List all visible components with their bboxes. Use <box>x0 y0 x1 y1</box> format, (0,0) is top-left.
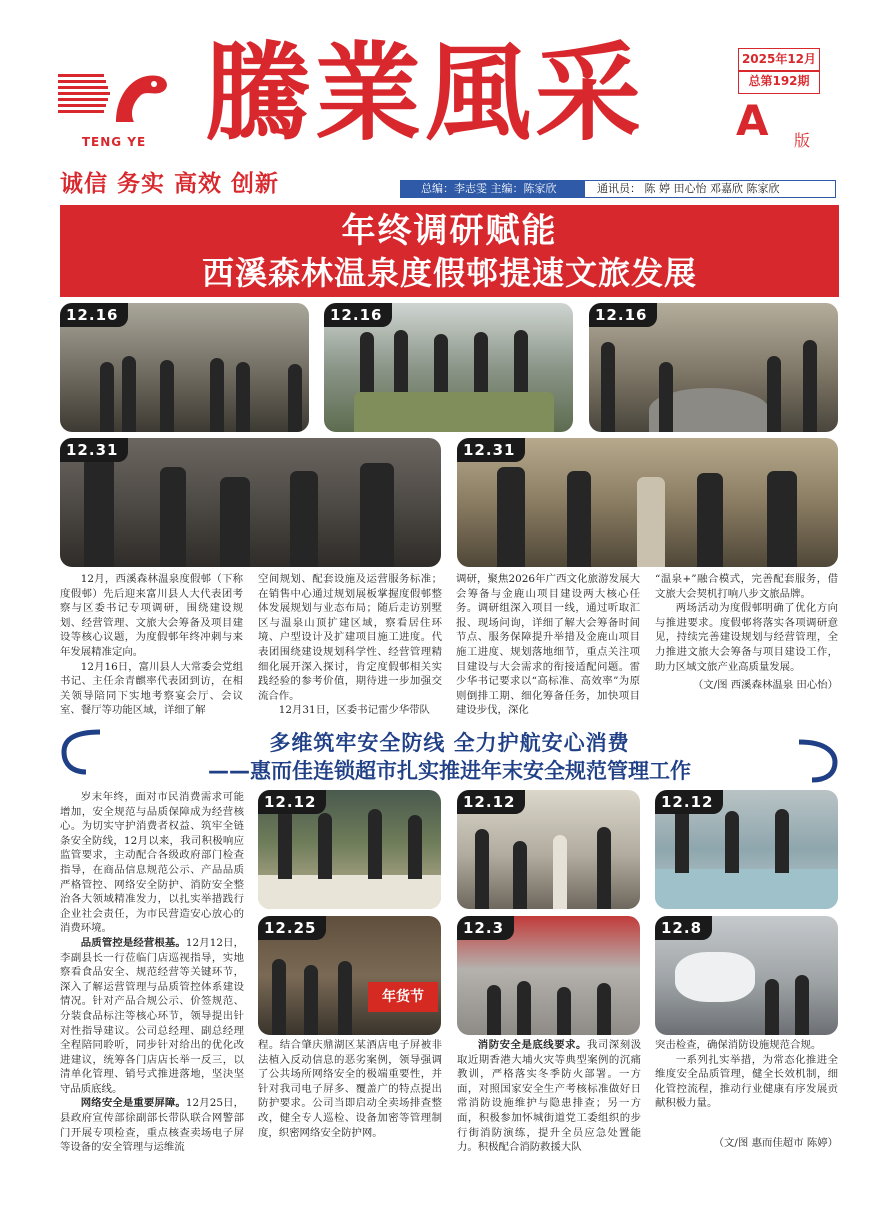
story2-paragraph: 岁末年终，面对市民消费需求可能增加，安全规范与品质保障成为经营核心。为切实守护消费者权益、筑牢全链条安全防线，12月以来，我司积极响应监管要求，主动配合各级政府部门检查指导，在商品信息规范公示、产品品质严格管控、网络安全防护、消防安全整治各大领域精准发力，以扎实举措践行企业社会责任，为市民营造安心放心的消费环境。 <box>60 791 244 935</box>
story2-subhead: 品质管控是经营根基。 <box>80 936 186 949</box>
photo-office-meeting <box>457 790 640 909</box>
photo-date-tag: 12.12 <box>457 790 525 814</box>
headline-line-1: 年终调研赋能 <box>341 211 558 251</box>
reporters-credit: 通讯员： 陈 婷 田心怡 邓嘉欣 陈家欣 <box>597 182 780 195</box>
story1-paragraph: 空间规划、配套设施及运营服务标准；在销售中心通过规划展板掌握度假邨整体发展规划与业态布局；随后走访别墅区与温泉山顶扩建区域，察看居住环境、户型设计及扩建项目施工进度。代表团围绕建设规划科学性、经营管理精细化展开深入探讨，肯定度假邨相关实践经验的参考价值，期待进一步加强交流合作。 <box>258 573 442 702</box>
headline-banner <box>60 205 839 297</box>
tengye-logo <box>58 62 170 134</box>
story1-paragraph: 两场活动为度假邨明确了优化方向与推进要求。度假邨将落实各项调研意见，持续完善建设规划与经营管理，全力推进文旅大会筹备与项目建设工作，助力区域文旅产业高质量发展。 <box>655 602 838 673</box>
photo-date-tag: 12.31 <box>60 438 128 462</box>
staff-bar <box>400 180 836 198</box>
photo-date-tag: 12.3 <box>457 916 514 940</box>
story2-paragraph: 程。结合肇庆鼎湖区某酒店电子屏被非法植入反动信息的恶劣案例，领导强调了公共场所网络安全的极端重要性，并针对我司电子屏多、覆盖广的特点提出防护要求。公司当即启动全卖场排查整改，健全专人巡检、设备加密等管理制度，织密网络安全防护网。 <box>258 1039 442 1139</box>
photo-stone-well <box>589 303 838 432</box>
section-headline-2: ——惠而佳连锁超市扎实推进年末安全规范管理工作 <box>208 759 691 783</box>
story1-paragraph: “温泉+”融合模式，完善配套服务，借文旅大会契机打响八步文旅品牌。 <box>655 573 838 600</box>
photo-date-tag: 12.25 <box>258 916 326 940</box>
logo-text: TENG YE <box>81 135 147 149</box>
story2-column-1 <box>60 790 244 1155</box>
edition-letter: A <box>736 96 769 145</box>
story1-credit: （文/图 西溪森林温泉 田心怡） <box>692 679 838 692</box>
newspaper-title: 騰業風采 <box>205 30 645 155</box>
headline-line-2: 西溪森林温泉度假邨提速文旅发展 <box>201 254 697 292</box>
photo-date-tag: 12.8 <box>655 916 712 940</box>
issue-date: 2025年12月 <box>738 48 820 72</box>
story1-paragraph: 12月，西溪森林温泉度假邨（下称度假邨）先后迎来富川县人大代表团考察与区委书记专项调研，围绕建设规划、经营管理、文旅大会筹备及项目建设等核心议题，为度假邨年终冲刺与来年发展精准定向。 <box>60 573 243 658</box>
photo-date-tag: 12.16 <box>589 303 657 327</box>
sign-text: 年货节 <box>368 982 438 1012</box>
story1-column-3 <box>456 572 640 718</box>
edition-suffix: 版 <box>794 131 811 150</box>
photo-extinguisher-drill <box>655 916 838 1035</box>
photo-fire-drill-street <box>457 916 640 1035</box>
story2-paragraph: 12月12日，李副县长一行莅临门店巡视指导，实地察看食品安全、规范经营等关键环节，深入了解运营管理与品质管控体系建设情况。针对产品合规公示、价签规范、分装食品标注等核心环节，领导提出针对性指导建议。公司总经理、副总经理全程陪同聆听，同步针对给出的优化改进建议，统筹各门店店长举一反三，以清单化管理、销号式推进落地，坚決坚守品质底线。 <box>60 936 244 1095</box>
photo-date-tag: 12.12 <box>258 790 326 814</box>
story2-column-3 <box>457 1038 641 1155</box>
photo-date-tag: 12.16 <box>324 303 392 327</box>
editors-credit: 总编：李志雯 主编：陈家欣 <box>401 181 585 197</box>
photo-date-tag: 12.31 <box>457 438 525 462</box>
story2-paragraph: 我司深刻汲取近期香港大埔火灾等典型案例的沉痛教训，严格落实冬季防火部署。一方面，对照国家安全生产考核标准做好日常消防设施维护与隐患排查；另一方面，积极参加怀城街道党工委组织的步行街消防演练，提升全员应急处置能力。积极配合消防救援大队 <box>457 1039 642 1154</box>
story2-column-2 <box>258 1038 442 1140</box>
story2-subhead: 网络安全是重要屏障。 <box>80 1097 186 1110</box>
issue-number: 总第192期 <box>738 70 820 94</box>
story2-paragraph: 12月25日，县政府宣传部徐副部长带队联合网警部门开展专项检查，重点核查卖场电子屏等设备的安全管理与运维流 <box>60 1097 244 1154</box>
story2-subhead: 消防安全是底线要求。 <box>477 1039 587 1051</box>
photo-screen-check <box>258 916 441 1035</box>
photo-store-inspection <box>258 790 441 909</box>
story1-column-1 <box>60 572 243 718</box>
story2-paragraph: 一系列扎实举措，为常态化推进全维度安全品质管理，健全长效机制，细化管控流程，推动行业健康有序发展贡献积极力量。 <box>655 1053 838 1110</box>
section-headline-1: 多维筑牢安全防线 全力护航安心消费 <box>269 731 630 755</box>
story1-paragraph: 12月16日，富川县人大常委会党组书记、主任余青麒率代表团到访，在相关领导陪同下实地考察宴会厅、会议室、餐厅等功能区域，详细了解 <box>60 660 243 717</box>
photo-sand-table <box>324 303 573 432</box>
story1-paragraph: 调研，聚焦2026年广西文化旅游发展大会筹备与金鹿山项目建设两大核心任务。调研组深入项目一线，通过听取汇报、现场问询，详细了解大会筹备时间节点、服务保障提升举措及金鹿山项目施工进度、规划落地细节，重点关注项目建设与大会需求的衔接适配问题。雷少华书记要求以“高标准、高效率”为原则倒排工期、细化筹备任务，加快项目建设步伐，深化 <box>456 573 640 717</box>
story1-column-2 <box>258 572 442 718</box>
story2-paragraph: 突击检查，确保消防设施规范合规。 <box>655 1039 822 1051</box>
photo-construction-site <box>457 438 838 567</box>
photo-date-tag: 12.16 <box>60 303 128 327</box>
photo-hotel-lobby <box>60 303 309 432</box>
story1-paragraph: 12月31日，区委书记雷少华带队 <box>278 704 430 717</box>
photo-date-tag: 12.12 <box>655 790 723 814</box>
story2-credit: （文/图 惠而佳超市 陈婷） <box>713 1137 838 1149</box>
photo-survey-review <box>60 438 441 567</box>
slogan: 诚信 务实 高效 创新 <box>60 171 280 197</box>
story2-column-4 <box>655 1038 838 1111</box>
story1-column-4 <box>655 572 838 693</box>
photo-seafood-tanks <box>655 790 838 909</box>
